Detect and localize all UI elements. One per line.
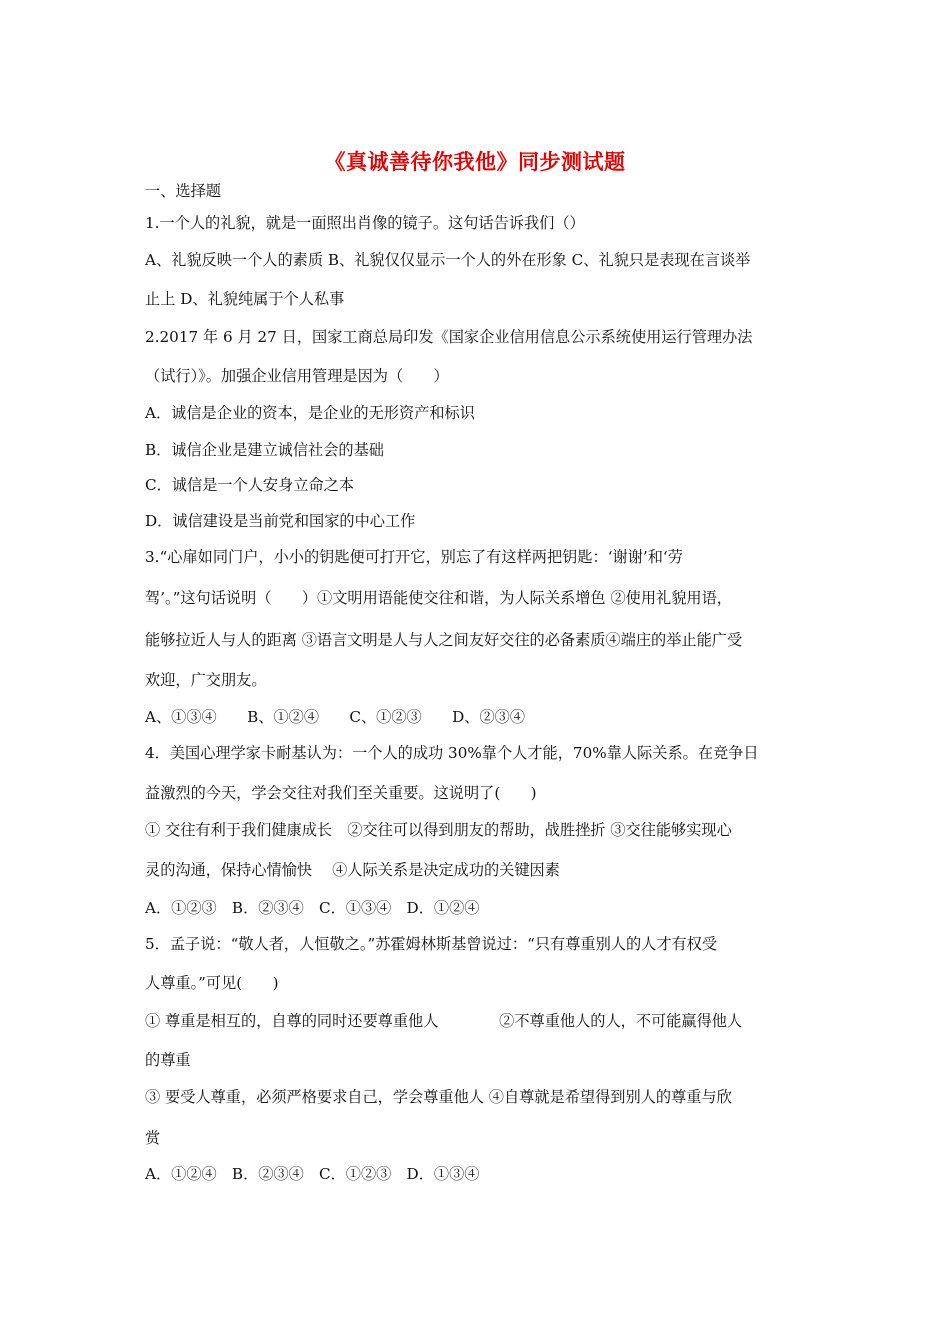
question-5-options: A．①②④ B．②③④ C．①②③ D．①③④: [145, 1165, 480, 1183]
question-3-stem: 3.“心扉如同门户，小小的钥匙便可打开它，别忘了有这样两把钥匙：‘谢谢’和‘劳: [145, 548, 683, 566]
question-3-stem-cont: 驾’。”这句话说明（ ）①文明用语能使交往和谐，为人际关系增色 ②使用礼貌用语，: [145, 589, 732, 607]
question-4-options: A．①②③ B．②③④ C．①③④ D．①②④: [145, 899, 480, 917]
question-2-option-a: A．诚信是企业的资本，是企业的无形资产和标识: [145, 404, 475, 422]
question-4-statements: ① 交往有利于我们健康成长 ②交往可以得到朋友的帮助，战胜挫折 ③交往能够实现心: [145, 821, 732, 839]
question-2-stem-cont: （试行）》。加强企业信用管理是因为（ ）: [145, 367, 449, 385]
question-1-options-cont: 止上 D、礼貌纯属于个人私事: [145, 290, 345, 308]
question-2-option-d: D．诚信建设是当前党和国家的中心工作: [145, 512, 416, 530]
question-2-stem: 2.2017 年 6 月 27 日，国家工商总局印发《国家企业信用信息公示系统使用运行管理办法: [145, 328, 753, 346]
question-2-option-c: C．诚信是一个人安身立命之本: [145, 476, 355, 494]
question-5-statements: ③ 要受人尊重，必须严格要求自己，学会尊重他人 ④自尊就是希望得到别人的尊重与欣: [145, 1088, 732, 1106]
section-heading: 一、选择题: [145, 182, 221, 200]
question-2-option-b: B．诚信企业是建立诚信社会的基础: [145, 441, 384, 459]
document-title: 《真诚善待你我他》同步测试题: [324, 150, 626, 174]
question-5-stem: 5．孟子说：“敬人者，人恒敬之。”苏霍姆林斯基曾说过：“只有尊重别人的人才有权受: [145, 935, 718, 953]
question-4-stem: 4．美国心理学家卡耐基认为：一个人的成功 30%靠个人才能，70%靠人际关系。在竞争日: [145, 744, 759, 762]
question-1-options: A、礼貌反映一个人的素质 B、礼貌仅仅显示一个人的外在形象 C、礼貌只是表现在言谈举: [145, 251, 751, 269]
question-5-statements: ① 尊重是相互的，自尊的同时还要尊重他人 ②不尊重他人的人，不可能赢得他人: [145, 1012, 743, 1030]
question-5-statements-cont: 赏: [145, 1129, 161, 1147]
question-3-options: A、①③④ B、①②④ C、①②③ D、②③④: [145, 708, 526, 726]
question-1-stem: 1.一个人的礼貌，就是一面照出肖像的镜子。这句话告诉我们（）: [145, 214, 585, 232]
question-5-statements-cont: 的尊重: [145, 1051, 191, 1069]
question-3-stem-cont: 能够拉近人与人的距离 ③语言文明是人与人之间友好交往的必备素质④端庄的举止能广受: [145, 631, 743, 649]
question-5-stem-cont: 人尊重。”可见( ): [145, 974, 279, 992]
question-4-stem-cont: 益激烈的今天，学会交往对我们至关重要。这说明了( ): [145, 784, 537, 802]
question-4-statements-cont: 灵的沟通，保持心情愉快 ④人际关系是决定成功的关键因素: [145, 861, 560, 879]
question-3-stem-cont: 欢迎，广交朋友。: [145, 671, 267, 689]
